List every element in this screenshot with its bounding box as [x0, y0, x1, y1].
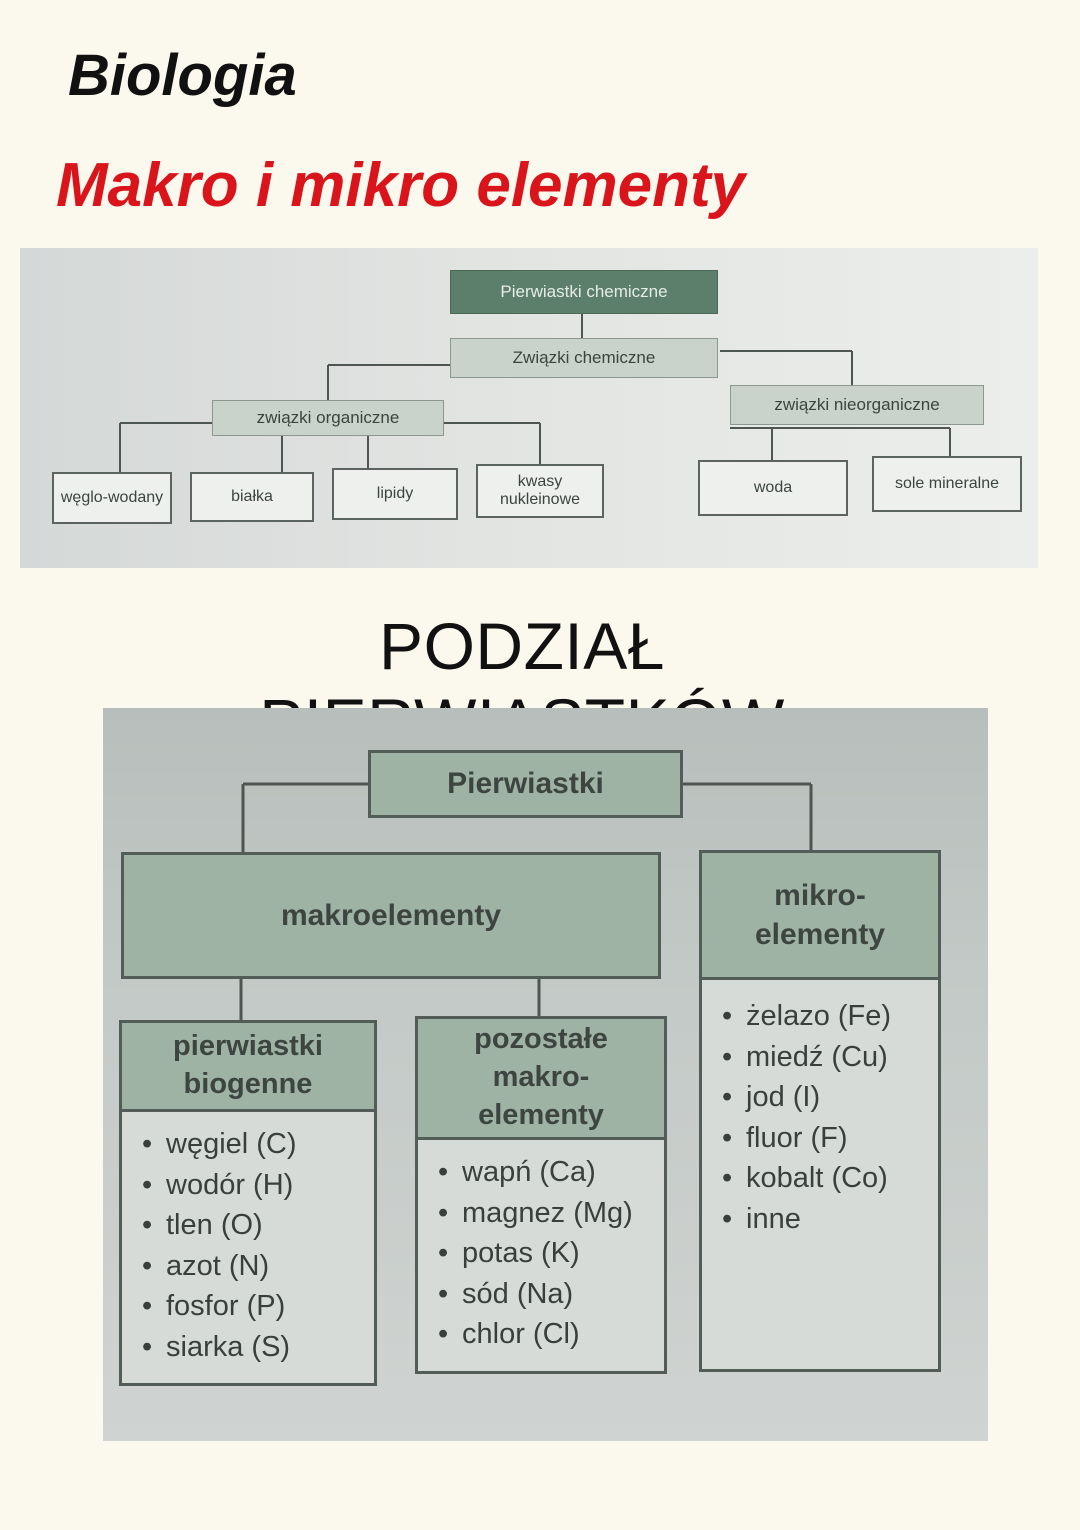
list-item: • jod (I) — [722, 1077, 938, 1118]
other-macroelements-list — [418, 1140, 664, 1355]
list-item: • fosfor (P) — [142, 1286, 374, 1327]
list-item: • azot (N) — [142, 1246, 374, 1287]
list-item: • fluor (F) — [722, 1118, 938, 1159]
section-heading: PODZIAŁ — [118, 608, 926, 766]
list-item: • magnez (Mg) — [438, 1193, 664, 1234]
list-item: • sód (Na) — [438, 1274, 664, 1315]
node-organic-compounds: związki organiczne — [212, 400, 444, 436]
node-elements: Pierwiastki — [368, 750, 683, 818]
node-proteins: białka — [190, 472, 314, 522]
node-inorganic-compounds: związki nieorganiczne — [730, 385, 984, 425]
microelements-header: mikro-elementy — [702, 853, 938, 980]
biogenic-elements-header: pierwiastki biogenne — [122, 1023, 374, 1112]
microelements-list — [702, 980, 938, 1239]
node-nucleic-acids: kwasy nukleinowe — [476, 464, 604, 518]
list-item: • węgiel (C) — [142, 1124, 374, 1165]
list-item: • wapń (Ca) — [438, 1152, 664, 1193]
node-chemical-compounds: Związki chemiczne — [450, 338, 718, 378]
subject-title: Biologia — [68, 43, 297, 108]
list-item: • żelazo (Fe) — [722, 996, 938, 1037]
list-item: • kobalt (Co) — [722, 1158, 938, 1199]
microelements-box — [699, 850, 941, 1372]
list-item: • tlen (O) — [142, 1205, 374, 1246]
topic-title: Makro i mikro elementy — [56, 151, 746, 220]
list-item: • miedź (Cu) — [722, 1037, 938, 1078]
node-mineral-salts: sole mineralne — [872, 456, 1022, 512]
list-item: • siarka (S) — [142, 1327, 374, 1368]
node-chemical-elements: Pierwiastki chemiczne — [450, 270, 718, 314]
compounds-diagram — [20, 248, 1038, 568]
other-macroelements-box — [415, 1016, 667, 1374]
node-macroelements: makroelementy — [121, 852, 661, 979]
other-macroelements-header: pozostałe makro-elementy — [418, 1019, 664, 1140]
biogenic-elements-list — [122, 1112, 374, 1367]
list-item: • potas (K) — [438, 1233, 664, 1274]
biogenic-elements-box — [119, 1020, 377, 1386]
node-water: woda — [698, 460, 848, 516]
list-item: • chlor (Cl) — [438, 1314, 664, 1355]
list-item: • wodór (H) — [142, 1165, 374, 1206]
elements-diagram — [103, 708, 988, 1441]
node-carbohydrates: węglo-wodany — [52, 472, 172, 524]
node-lipids: lipidy — [332, 468, 458, 520]
list-item: • inne — [722, 1199, 938, 1240]
